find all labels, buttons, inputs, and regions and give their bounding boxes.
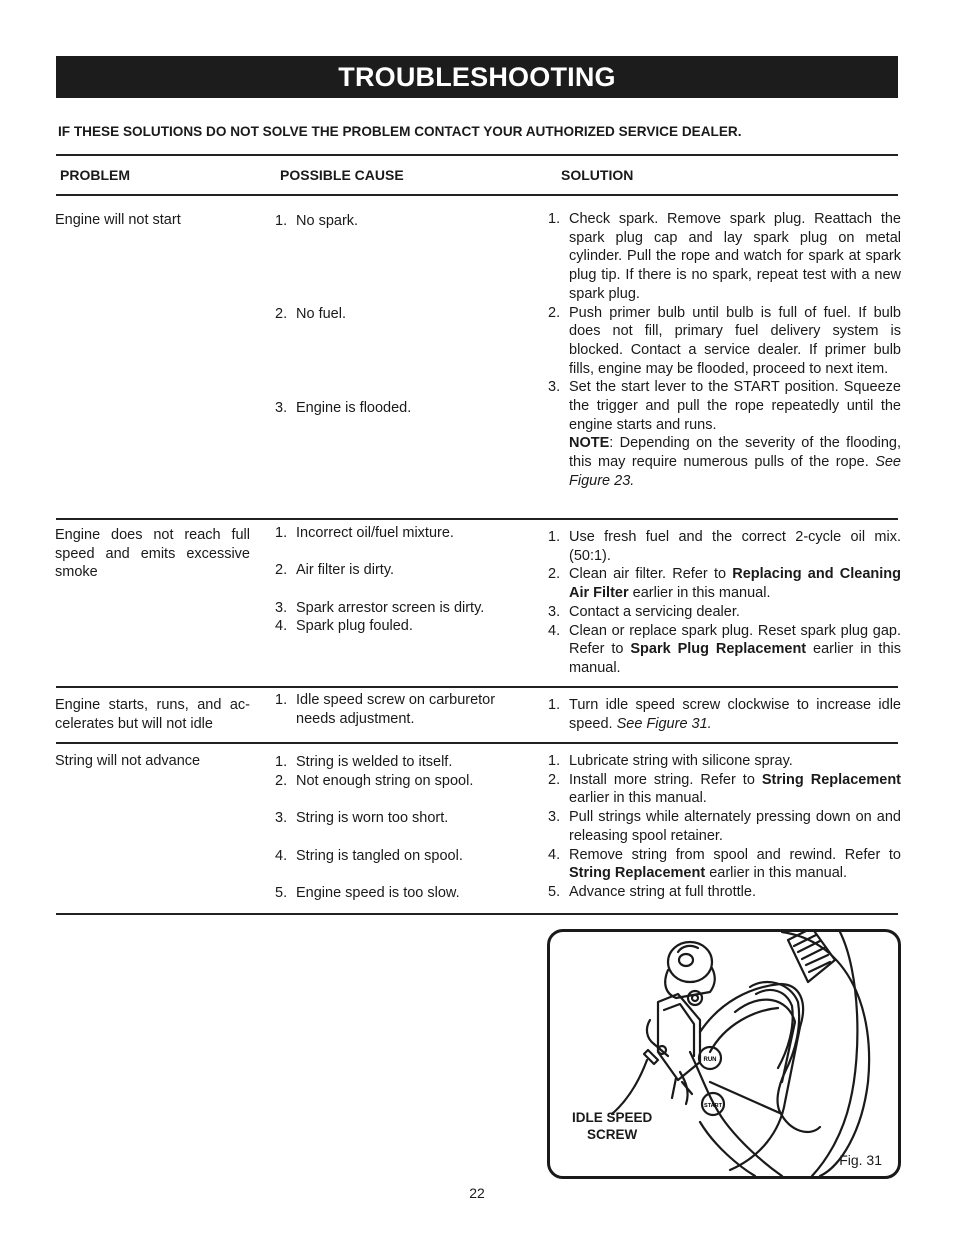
header-problem: PROBLEM (60, 167, 130, 183)
title-bar (56, 56, 898, 98)
figure-31 (547, 929, 901, 1179)
solution-item: 2. Install more string. Refer to String Replacement earlier in this manual. (548, 771, 902, 807)
solution-item: 1. Use fresh fuel and the correct 2-cycle oil mix. (50:1). (548, 529, 901, 564)
solution-item: 3. Pull strings while alternately pressing down on and releasing spool retainer. (548, 809, 901, 844)
cause-item: 2. Not enough string on spool. (275, 773, 474, 789)
solution-item: 3. Set the start lever to the START position. Squeeze the trigger and pull the rope repeatedly until the engine starts and runs. NOTE: Depending on the severity of the flooding, this may require numerous pulls of the rope. See Figure 23. (548, 379, 901, 489)
cause-item: 2. No fuel. (275, 306, 346, 322)
cause-item: 5. Engine speed is too slow. (275, 885, 460, 901)
cause-item: 1. No spark. (275, 213, 359, 229)
solution-item: 2. Push primer bulb until bulb is full of fuel. If bulb does not fill, primary fuel delivery system is blocked. Contact a service dealer. If primer bulb fills, engine may be flooded, proceed to next item. (548, 304, 901, 377)
row-rule (56, 686, 898, 688)
problem-cell: Engine does not reach full speed and emits excessive smoke (55, 527, 250, 581)
cause-item: 4. Spark plug fouled. (275, 618, 413, 634)
header-solution: SOLUTION (561, 167, 634, 183)
solution-list (548, 528, 901, 678)
figure-caption: Fig. 31 (839, 1152, 882, 1168)
cause-item: 4. String is tangled on spool. (275, 848, 463, 864)
solution-item: 1. Turn idle speed screw clockwise to increase idle speed. See Figure 31. (548, 697, 901, 732)
table-top-rule (56, 154, 898, 156)
idle-speed-screw-label: IDLE SPEED SCREW (572, 1110, 653, 1142)
header-rule (56, 194, 898, 196)
page-title: TROUBLESHOOTING (338, 61, 616, 92)
page-number: 22 (469, 1185, 485, 1201)
cause-item: 3. Engine is flooded. (275, 400, 412, 416)
row-rule (56, 518, 898, 520)
solution-list (548, 752, 901, 902)
solution-item: 2. Clean air filter. Refer to Replacing and Cleaning Air Filter earlier in this manual. (548, 566, 901, 602)
header-cause: POSSIBLE CAUSE (280, 167, 404, 183)
cause-item: 1. Idle speed screw on carburetor needs adjustment. (275, 692, 496, 727)
problem-cell: Engine starts, runs, and ac- celerates but will not idle (55, 697, 250, 732)
cause-item: 1. Incorrect oil/fuel mixture. (275, 525, 454, 541)
cause-item: 2. Air filter is dirty. (275, 562, 395, 578)
solution-item: 1. Lubricate string with silicone spray. (548, 753, 793, 769)
solution-item: 3. Contact a servicing dealer. (548, 603, 740, 620)
row-rule (56, 742, 898, 744)
solution-item: 4. Remove string from spool and rewind. Refer to String Replacement earlier in this manual. (548, 846, 901, 882)
problem-cell: Engine will not start (55, 212, 181, 228)
cause-item: 1. String is welded to itself. (275, 754, 453, 770)
cause-item: 3. String is worn too short. (275, 810, 449, 826)
solution-list (548, 696, 901, 733)
note-label: NOTE (569, 435, 610, 452)
cause-item: 3. Spark arrestor screen is dirty. (275, 600, 485, 616)
solution-item: 4. Clean or replace spark plug. Reset spark plug gap. Refer to Spark Plug Replacement earlier in this manual. (548, 622, 901, 676)
solution-item: 5. Advance string at full throttle. (548, 883, 756, 900)
run-button-label: RUN (703, 1057, 717, 1063)
table-bottom-rule (56, 913, 898, 915)
solution-item: 1. Check spark. Remove spark plug. Reattach the spark plug cap and lay spark plug on metal cylinder. Pull the rope and watch for spark at spark plug tip. If there is no spark, repeat test with a new spark plug. (548, 211, 901, 302)
service-warning: IF THESE SOLUTIONS DO NOT SOLVE THE PROBLEM CONTACT YOUR AUTHORIZED SERVICE DEALER. (58, 124, 742, 139)
start-button-label: START (704, 1103, 722, 1109)
solution-list (548, 210, 901, 491)
problem-cell: String will not advance (55, 753, 201, 769)
